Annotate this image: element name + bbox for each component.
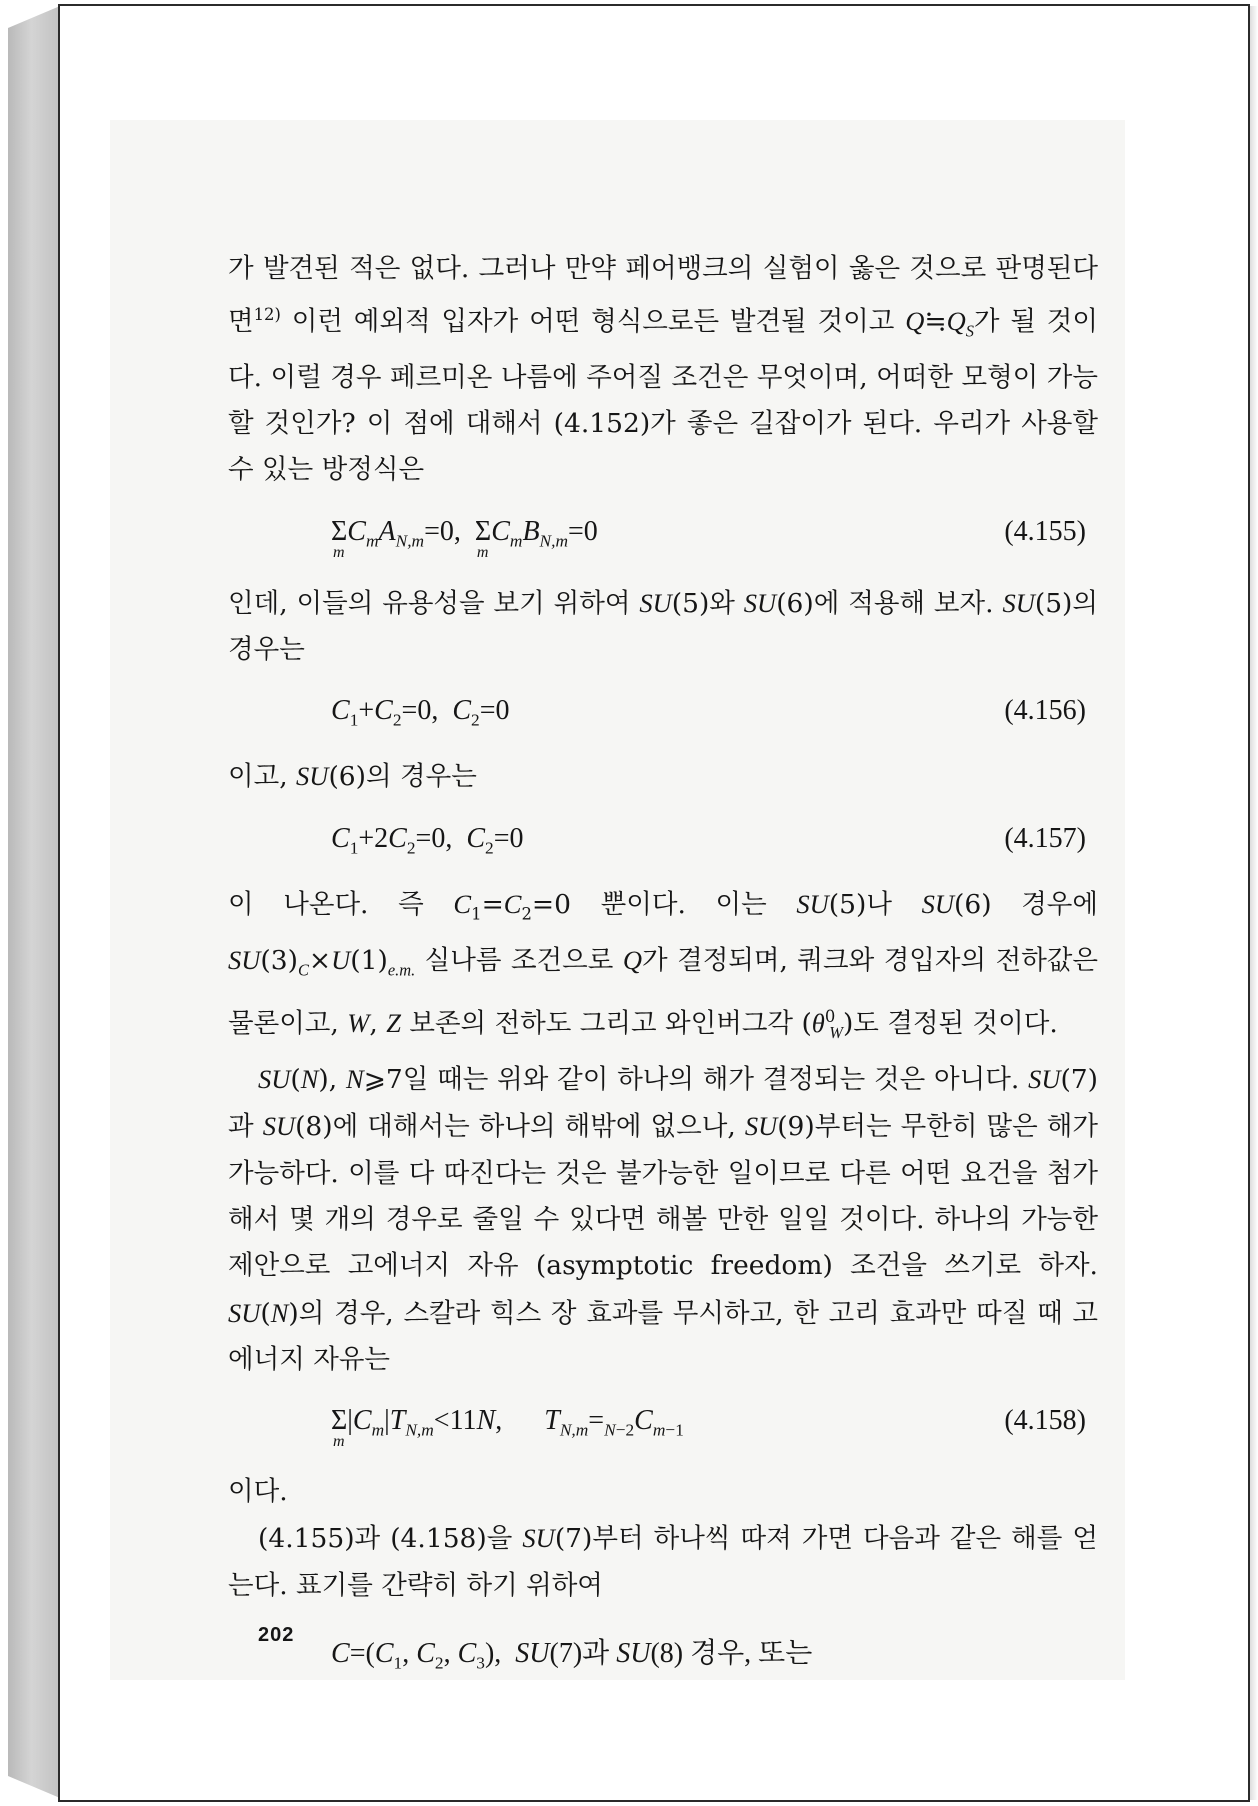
paragraph-6: 이다. xyxy=(228,1476,288,1508)
paragraph-1-part-a: 가 발견된 적은 없다. 그러나 만약 페어뱅크의 실험이 옳은 것으로 판명된다면$^{12)}$ 이런 예외적 입자가 어떤 형식으로든 발견될 것이고 $Q≒Q_S$가 될 것이다. 이럴 경우 페르미온 나름에 주어질 조건은 무엇이며, 어떠한 모형이 가능할 것인가? 이 점에 대해서 (4.152)가 좋은 길잡이가 된다. 우리가 사용할 수 있는 방정식은 xyxy=(228,253,1098,486)
equation-4-158 xyxy=(228,1383,1098,1469)
paragraph-7: (4.155)과 (4.158)을 SU(7)부터 하나씩 따져 가면 다음과 같은 해를 얻는다. 표기를 간략히 하기 위하여 xyxy=(228,1523,1098,1601)
equation-4-158-body: Σ m $|C_m|T_{N,m}<11N$, $T_{N,m}=_{N-2}C_{m-1}$ xyxy=(331,1405,684,1451)
paragraph-2: 인데, 이들의 유용성을 보기 위하여 SU(5)와 SU(6)에 적용해 보자. SU(5)의 경우는 xyxy=(228,587,1098,665)
page-content xyxy=(228,246,1098,1689)
paragraph-1 xyxy=(228,246,1098,494)
equation-4-155-body: Σ m $C_mA_{N,m}=0$, Σ m $C_mB_{N,m}=0$ xyxy=(331,515,598,561)
paragraph-4: 이 나온다. 즉 $C_1=C_2=0$ 뿐이다. 이는 SU(5)나 SU(6) 경우에 $SU(3)_C\times U(1)_{e.m.}$ 실나름 조건으로 Q가 결정되며, 쿼크와 경입자의 전하값은 물론이고, W, Z 보존의 전하도 그리고 와인버그각 $(\theta^0_W)$도 결정된 것이다. xyxy=(228,888,1098,1042)
equation-4-157 xyxy=(228,801,1098,881)
paragraph-5: SU(N), N⩾7일 때는 위와 같이 하나의 해가 결정되는 것은 아니다. SU(7)과 SU(8)에 대해서는 하나의 해밖에 없으나, SU(9)부터는 무한히 많은 해가 가능하다. 이를 다 따진다는 것은 불가능한 일이므로 다른 어떤 요건을 첨가해서 몇 개의 경우로 줄일 수 있다면 해볼 만한 일일 것이다. 하나의 가능한 제안으로 고에너지 자유 (asymptotic freedom) 조건을 쓰기로 하자. SU(N)의 경우, 스칼라 힉스 장 효과를 무시하고, 한 고리 효과만 따질 때 고에너지 자유는 xyxy=(228,1064,1098,1375)
equation-4-156-body: $C_1+C_2=0$, $C_2=0$ xyxy=(331,695,510,730)
page-edge-shadow xyxy=(1250,6,1258,1800)
equation-last xyxy=(228,1609,1098,1689)
equation-number: (4.158) xyxy=(1004,1405,1086,1437)
equation-number: (4.156) xyxy=(1004,695,1086,727)
equation-number: (4.157) xyxy=(1004,822,1086,854)
equation-4-155 xyxy=(228,494,1098,580)
page-number: 202 xyxy=(258,1624,295,1646)
equation-last-body: $C=(C_1$, $C_2$, $C_3$), SU(7)과 SU(8) 경우, 또는 xyxy=(331,1638,813,1673)
equation-number: (4.155) xyxy=(1004,515,1086,547)
book-spine xyxy=(8,6,60,1798)
paragraph-3: 이고, SU(6)의 경우는 xyxy=(228,761,477,793)
equation-4-156 xyxy=(228,673,1098,753)
equation-4-157-body: $C_1+2C_2=0$, $C_2=0$ xyxy=(331,822,524,858)
